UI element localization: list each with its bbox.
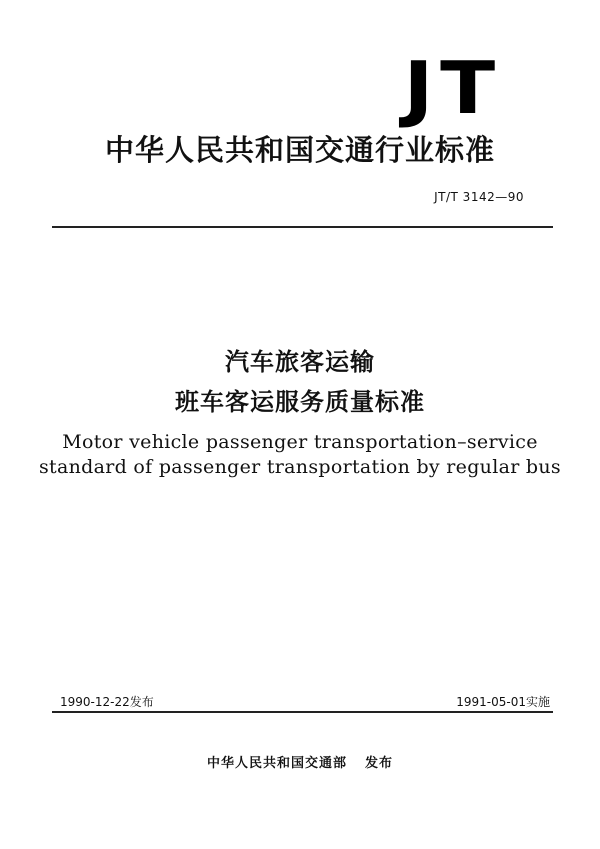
- publisher-action: 发布: [365, 756, 394, 771]
- title-en-line-2: standard of passenger transportation by regular bus: [39, 456, 561, 478]
- publisher-name: 中华人民共和国交通部: [206, 756, 347, 771]
- title-cn-line-1: 汽车旅客运输: [225, 348, 375, 376]
- issue-date: 1990-12-22发布: [60, 695, 154, 709]
- standard-code: JT/T 3142—90: [434, 190, 524, 204]
- header-title: 中华人民共和国交通行业标准: [104, 133, 495, 167]
- bottom-divider: [52, 711, 553, 713]
- top-divider: [52, 226, 553, 228]
- jt-logo: JT: [403, 46, 502, 130]
- title-en-line-1: Motor vehicle passenger transportation–service: [62, 431, 538, 453]
- implementation-date: 1991-05-01实施: [456, 695, 550, 709]
- title-cn-line-2: 班车客运服务质量标准: [175, 388, 425, 416]
- publisher-line: [0, 752, 600, 771]
